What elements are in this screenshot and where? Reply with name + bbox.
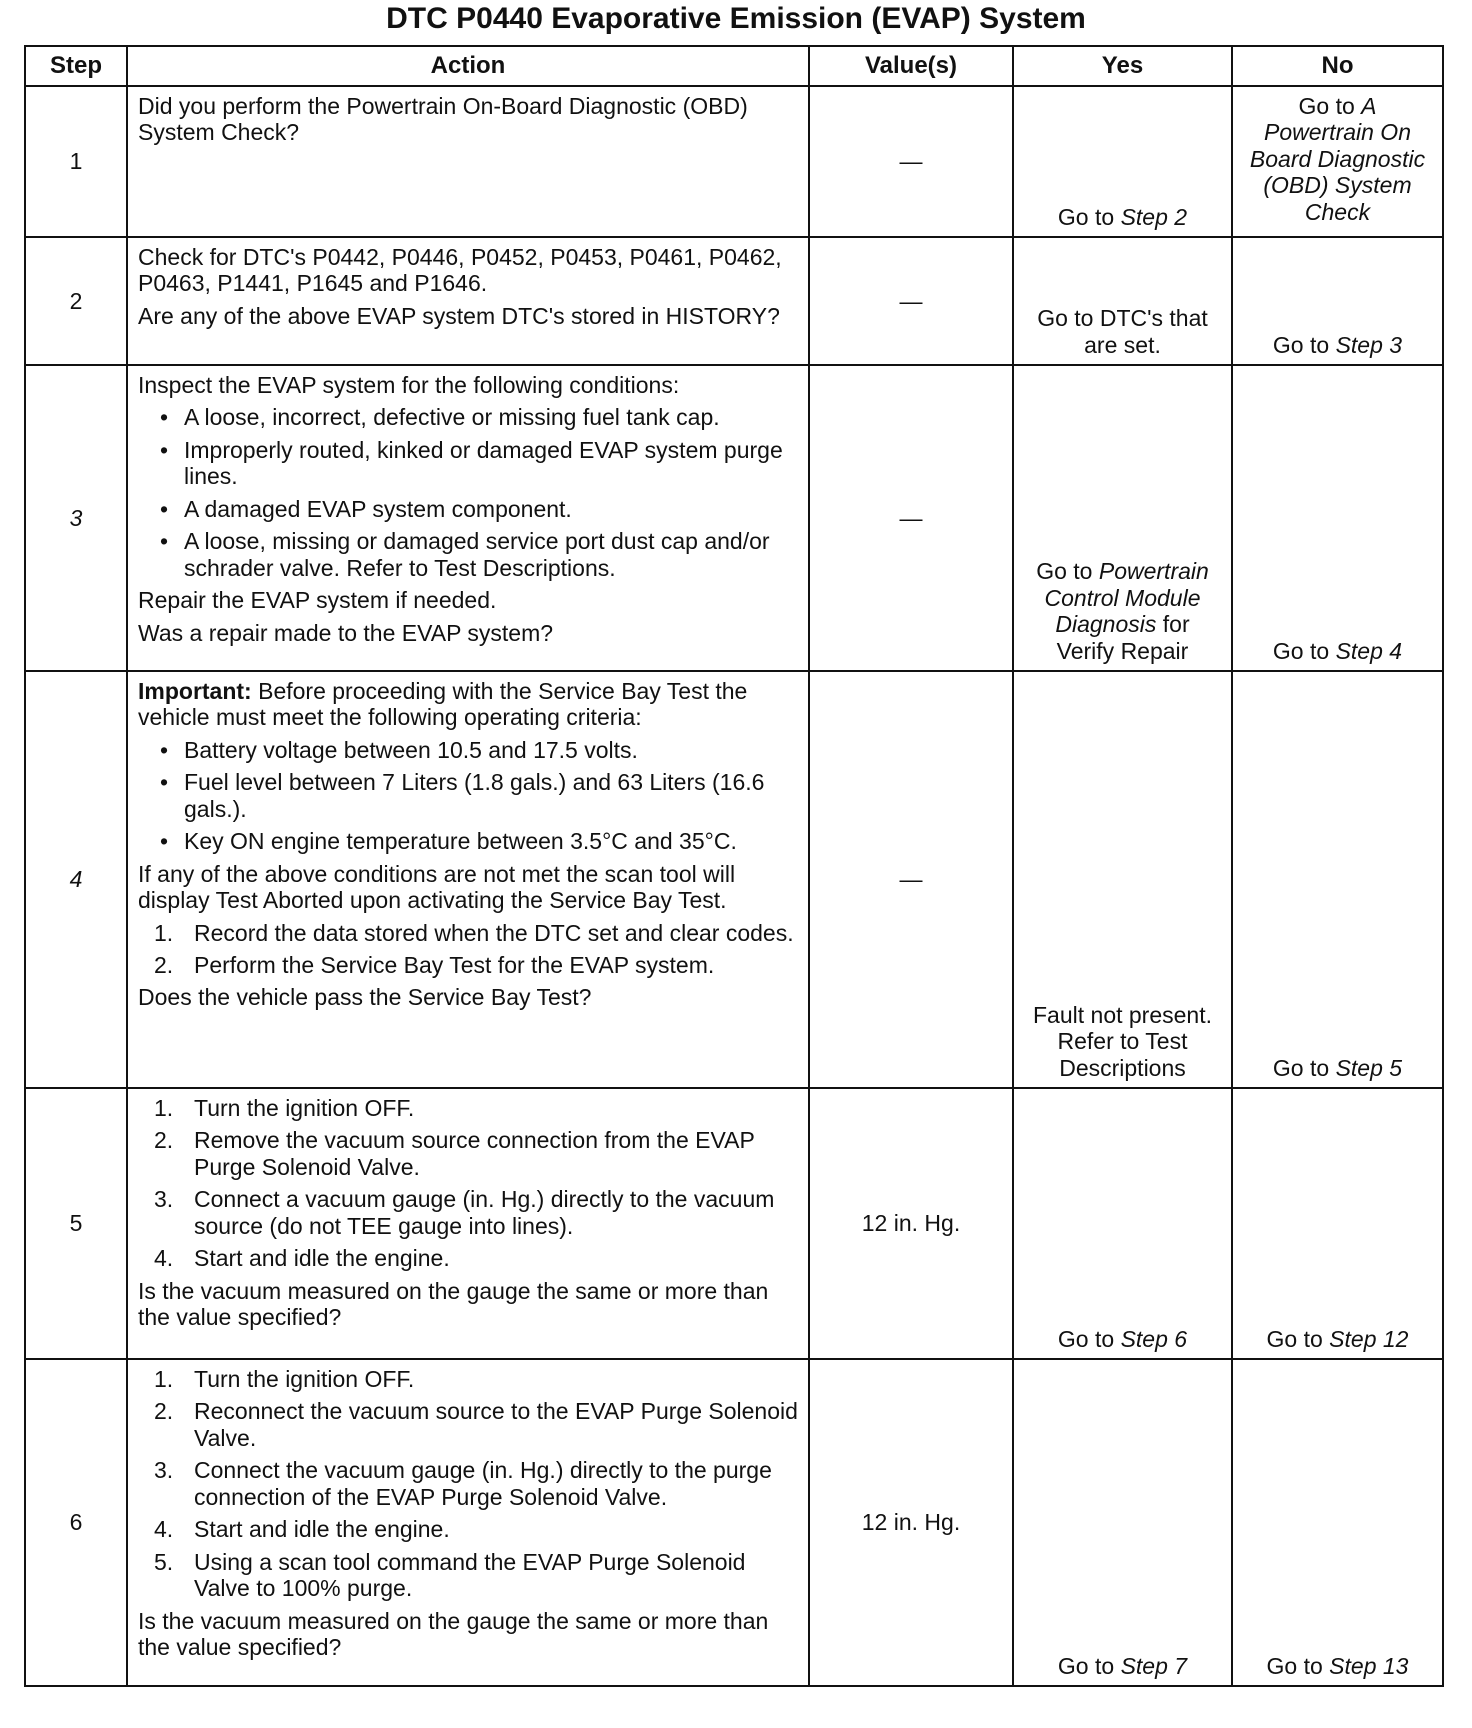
list-item: • A damaged EVAP system component.: [138, 496, 798, 522]
action-cell: [127, 365, 809, 671]
yes-step-link: Step 6: [1120, 1325, 1188, 1352]
table-row: [25, 237, 1443, 365]
no-prefix: Go to: [1272, 637, 1336, 664]
table-row: [25, 1088, 1443, 1359]
step-number: 4: [25, 671, 127, 1088]
yes-prefix: Go to: [1057, 203, 1121, 230]
no-step-link: Step 13: [1329, 1652, 1409, 1679]
action-question: Is the vacuum measured on the gauge the same or more than the value specified?: [138, 1277, 769, 1331]
no-prefix: Go to: [1298, 93, 1362, 119]
yes-cell: [1013, 365, 1232, 671]
list-item: 5. Using a scan tool command the EVAP Purge Solenoid Valve to 100% purge.: [154, 1548, 746, 1602]
step-number: 5: [25, 1088, 127, 1359]
value-cell: —: [809, 365, 1013, 671]
value-cell: 12 in. Hg.: [809, 1088, 1013, 1359]
value-cell: 12 in. Hg.: [809, 1359, 1013, 1686]
no-step-link: Step 3: [1335, 331, 1403, 358]
yes-cell: Fault not present. Refer to Test Descriptions: [1013, 671, 1232, 1088]
list-item: • A loose, incorrect, defective or missing fuel tank cap.: [138, 404, 798, 430]
action-question: Are any of the above EVAP system DTC's stored in HISTORY?: [138, 302, 780, 329]
action-cell: [127, 1088, 809, 1359]
yes-prefix: Go to: [1057, 1652, 1121, 1679]
yes-cell: Go to DTC's that are set.: [1013, 237, 1232, 365]
list-item: 1. Turn the ignition OFF.: [154, 1366, 415, 1392]
no-cell: [1232, 86, 1443, 237]
list-item: 1. Turn the ignition OFF.: [154, 1095, 415, 1121]
action-cell: [127, 237, 809, 365]
important-note: [138, 678, 798, 731]
header-action: Action: [127, 46, 809, 86]
yes-cell: [1013, 86, 1232, 237]
no-step-link: Step 4: [1335, 637, 1403, 664]
list-item: 4. Start and idle the engine.: [154, 1245, 450, 1272]
important-label: Important:: [138, 678, 252, 704]
list-item: 2. Reconnect the vacuum source to the EVAP Purge Solenoid Valve.: [154, 1398, 798, 1451]
no-step-link: Step 5: [1335, 1054, 1403, 1081]
action-cell: [127, 1359, 809, 1686]
table-row: [25, 86, 1443, 237]
action-question: Is the vacuum measured on the gauge the same or more than the value specified?: [138, 1607, 769, 1660]
no-prefix: Go to: [1272, 331, 1336, 358]
yes-step-link: Powertrain Control Module Diagnosis: [1044, 558, 1209, 638]
action-text: If any of the above conditions are not met the scan tool will display Test Aborted upon activating the Service Bay Test.: [138, 860, 736, 914]
value-cell: —: [809, 671, 1013, 1088]
no-step-link: A Powertrain On Board Diagnostic (OBD) System Check: [1249, 93, 1426, 225]
no-cell: [1232, 1088, 1443, 1359]
no-step-link: Step 12: [1329, 1325, 1409, 1352]
no-cell: [1232, 365, 1443, 671]
action-text: Repair the EVAP system if needed.: [138, 587, 497, 614]
yes-prefix: Go to: [1057, 1325, 1121, 1352]
value-cell: —: [809, 237, 1013, 365]
no-prefix: Go to: [1266, 1652, 1330, 1679]
table-row: [25, 1359, 1443, 1686]
list-item: • A loose, missing or damaged service port dust cap and/or schrader valve. Refer to Test Descriptions.: [138, 528, 798, 581]
action-cell: [127, 671, 809, 1088]
action-question: Does the vehicle pass the Service Bay Test?: [138, 984, 592, 1011]
list-item: • Battery voltage between 10.5 and 17.5 volts.: [138, 737, 798, 763]
header-yes: Yes: [1013, 46, 1232, 86]
list-item: 3. Connect the vacuum gauge (in. Hg.) directly to the purge connection of the EVAP Purge Solenoid Valve.: [154, 1457, 772, 1510]
yes-prefix: Go to: [1036, 558, 1099, 585]
header-no: No: [1232, 46, 1443, 86]
page-title: DTC P0440 Evaporative Emission (EVAP) System: [386, 2, 1086, 35]
step-number: 2: [25, 237, 127, 365]
step-number: 3: [25, 365, 127, 671]
list-item: 2. Remove the vacuum source connection from the EVAP Purge Solenoid Valve.: [154, 1127, 755, 1180]
value-cell: —: [809, 86, 1013, 237]
diagnostic-table: [24, 45, 1444, 1687]
list-item: 1. Record the data stored when the DTC set and clear codes.: [154, 919, 794, 946]
no-cell: [1232, 1359, 1443, 1686]
list-item: • Fuel level between 7 Liters (1.8 gals.) and 63 Liters (16.6 gals.).: [138, 769, 798, 822]
important-text: Before proceeding with the Service Bay Test the vehicle must meet the following operating criteria:: [138, 678, 748, 731]
yes-step-link: Step 2: [1120, 203, 1188, 230]
no-prefix: Go to: [1272, 1054, 1336, 1081]
table-header-row: [25, 46, 1443, 86]
yes-cell: [1013, 1088, 1232, 1359]
action-cell: [127, 86, 809, 237]
list-item: • Improperly routed, kinked or damaged EVAP system purge lines.: [138, 437, 798, 490]
no-cell: [1232, 671, 1443, 1088]
list-item: • Key ON engine temperature between 3.5°C and 35°C.: [138, 828, 798, 854]
table-row: [25, 671, 1443, 1088]
yes-step-link: Step 7: [1120, 1652, 1188, 1679]
list-item: 2. Perform the Service Bay Test for the EVAP system.: [154, 951, 715, 978]
header-values: Value(s): [809, 46, 1013, 86]
action-text: Inspect the EVAP system for the following conditions:: [138, 372, 680, 398]
header-step: Step: [25, 46, 127, 86]
action-text: Check for DTC's P0442, P0446, P0452, P0453, P0461, P0462, P0463, P1441, P1645 and P1646.: [138, 244, 782, 297]
action-text: Did you perform the Powertrain On-Board Diagnostic (OBD) System Check?: [138, 93, 748, 146]
step-number: 1: [25, 86, 127, 237]
yes-cell: [1013, 1359, 1232, 1686]
no-cell: [1232, 237, 1443, 365]
table-row: [25, 365, 1443, 671]
list-item: 3. Connect a vacuum gauge (in. Hg.) directly to the vacuum source (do not TEE gauge into lines).: [154, 1186, 775, 1239]
list-item: 4. Start and idle the engine.: [154, 1516, 450, 1543]
action-question: Was a repair made to the EVAP system?: [138, 619, 554, 646]
no-prefix: Go to: [1266, 1325, 1330, 1352]
step-number: 6: [25, 1359, 127, 1686]
yes-suffix: for Verify Repair: [1056, 611, 1190, 664]
